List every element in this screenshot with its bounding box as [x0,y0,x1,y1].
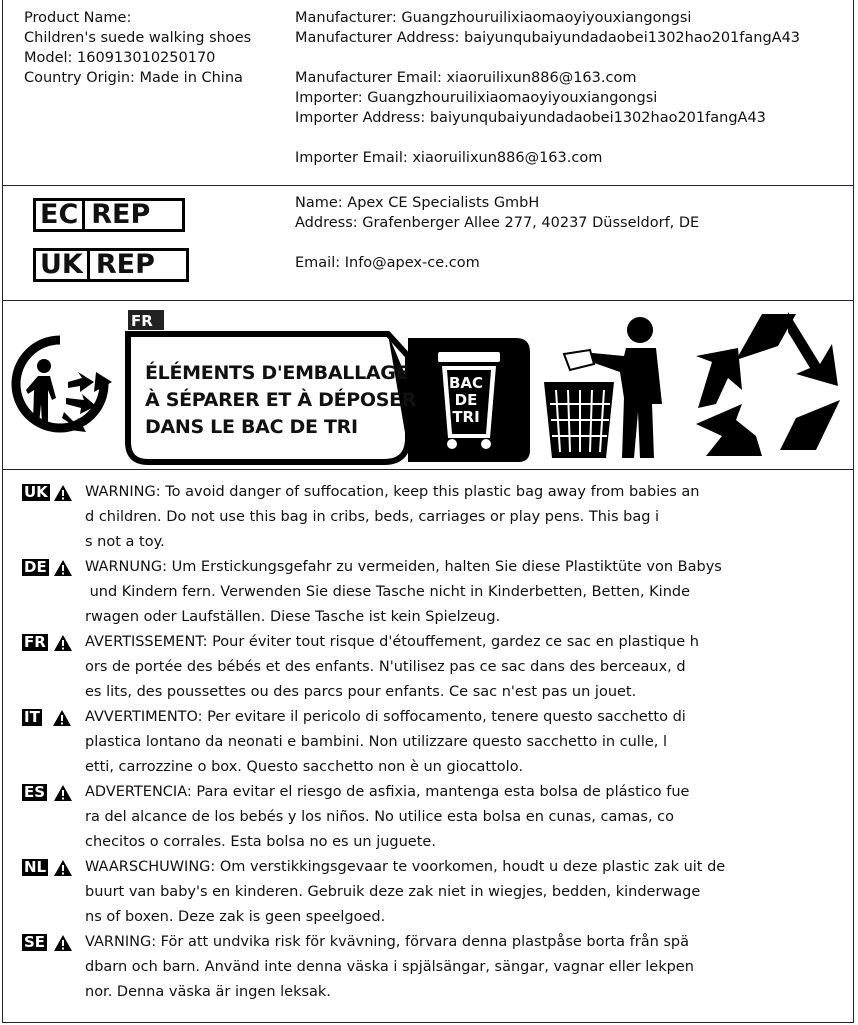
product-info-left [24,8,251,88]
ec-rep-right: REP [91,199,151,230]
divider [2,469,854,470]
bin-text-1: BAC [448,374,484,392]
triman-icon [8,332,112,436]
warning-triangle-icon [53,634,73,652]
rep-address: Address: Grafenberger Allee 277, 40237 Düsseldorf, DE [295,215,700,231]
recycle-arrows-icon [692,304,852,464]
manufacturer-name: Manufacturer: Guangzhouruilixiaomaoyiyouxiangongsi [295,10,692,26]
product-name-label: Product Name: [24,10,132,26]
warning-text-line: ns of boxen. Deze zak is geen speelgoed. [85,909,386,925]
rep-email: Email: Info@apex-ce.com [295,255,480,271]
warning-text-line: plastica lontano da neonati e bambini. Non utilizzare questo sacchetto in culle, l [85,734,668,750]
tidy-man-icon [540,312,680,462]
warning-text-line: buurt van baby's en kinderen. Gebruik deze zak niet in wiegjes, bedden, kinderwage [85,884,701,900]
warning-text-line: WAARSCHUWING: Om verstikkingsgevaar te voorkomen, houdt u deze plastic zak uit de [85,859,726,875]
spacer [295,48,800,68]
warning-text-line: s not a toy. [85,534,165,550]
product-name-value: Children's suede walking shoes [24,30,252,46]
warning-text-line: WARNUNG: Um Erstickungsgefahr zu vermeiden, halten Sie diese Plastiktüte von Babys [85,559,722,575]
warning-text-line: und Kindern fern. Verwenden Sie diese Tasche nicht in Kinderbetten, Betten, Kinde [85,584,691,600]
warning-text-line: etti, carrozzine o box. Questo sacchetto non è un giocattolo. [85,759,523,775]
ec-rep-logo [33,198,185,232]
fr-line-2: À SÉPARER ET À DÉPOSER [145,389,417,411]
spacer [295,128,800,148]
uk-rep-logo [33,248,189,282]
model-number: Model: 160913010250170 [24,50,216,66]
manufacturer-email: Manufacturer Email: xiaoruilixun886@163.com [295,70,637,86]
manufacturer-address: Manufacturer Address: baiyunqubaiyundadaobei1302hao201fangA43 [295,30,801,46]
country-code-badge: SE [24,933,46,951]
country-code-badge: UK [24,483,48,501]
warning-text-line: ors de portée des bébés et des enfants. N'utilisez pas ce sac dans des berceaux, d [85,659,686,675]
warning-text-line: VARNING: För att undvika risk för kvävning, förvara denna plastpåse borta från spä [85,934,690,950]
importer-address: Importer Address: baiyunqubaiyundadaobei1302hao201fangA43 [295,110,766,126]
importer-email: Importer Email: xiaoruilixun886@163.com [295,150,603,166]
bin-text-2: DE [454,391,478,409]
warning-triangle-icon [53,484,73,502]
warning-text-line: rwagen oder Laufställen. Diese Tasche ist kein Spielzeug. [85,609,501,625]
warning-triangle-icon [53,784,73,802]
warning-triangle-icon [52,709,72,727]
warning-text-line: WARNING: To avoid danger of suffocation, keep this plastic bag away from babies an [85,484,700,500]
uk-rep-left: UK [36,251,90,279]
spacer [295,233,699,253]
warning-triangle-icon [53,934,73,952]
manufacturer-info [295,8,800,168]
importer-name: Importer: Guangzhouruilixiaomaoyiyouxiangongsi [295,90,658,106]
bin-text-3: TRI [452,408,480,426]
country-code-badge: ES [24,783,46,801]
fr-tag: FR [131,312,153,330]
warning-triangle-icon [53,559,73,577]
fr-sorting-text [145,360,416,441]
warning-text-line: AVVERTIMENTO: Per evitare il pericolo di soffocamento, tenere questo sacchetto di [85,709,686,725]
warning-text-line: nor. Denna väska är ingen leksak. [85,984,331,1000]
warning-triangle-icon [53,859,73,877]
warning-text-line: es lits, des poussettes ou des parcs pour enfants. Ce sac n'est pas un jouet. [85,684,637,700]
warning-text-line: ADVERTENCIA: Para evitar el riesgo de asfixia, mantenga esta bolsa de plástico fue [85,784,690,800]
warning-text-line: AVERTISSEMENT: Pour éviter tout risque d'étouffement, gardez ce sac en plastique h [85,634,699,650]
ec-rep-left: EC [36,201,85,229]
country-code-badge: FR [24,633,46,651]
divider [2,300,854,301]
warning-text-line: ra del alcance de los bebés y los niños. No utilice esta bolsa en cunas, camas, co [85,809,675,825]
warning-text-line: dbarn och barn. Använd inte denna väska i spjälsängar, sängar, vagnar eller lekpen [85,959,694,975]
fr-line-1: ÉLÉMENTS D'EMBALLAGE [145,362,409,384]
divider [2,185,854,186]
rep-name: Name: Apex CE Specialists GmbH [295,195,540,211]
rep-info [295,193,699,273]
country-code-badge: IT [24,708,40,726]
country-code-badge: DE [24,558,47,576]
uk-rep-right: REP [95,249,155,280]
warning-text-line: d children. Do not use this bag in cribs, beds, carriages or play pens. This bag i [85,509,660,525]
bin-text [445,375,487,426]
warning-text-line: checitos o corrales. Esta bolsa no es un juguete. [85,834,436,850]
country-origin: Country Origin: Made in China [24,70,243,86]
country-code-badge: NL [24,858,47,876]
fr-line-3: DANS LE BAC DE TRI [145,416,358,438]
